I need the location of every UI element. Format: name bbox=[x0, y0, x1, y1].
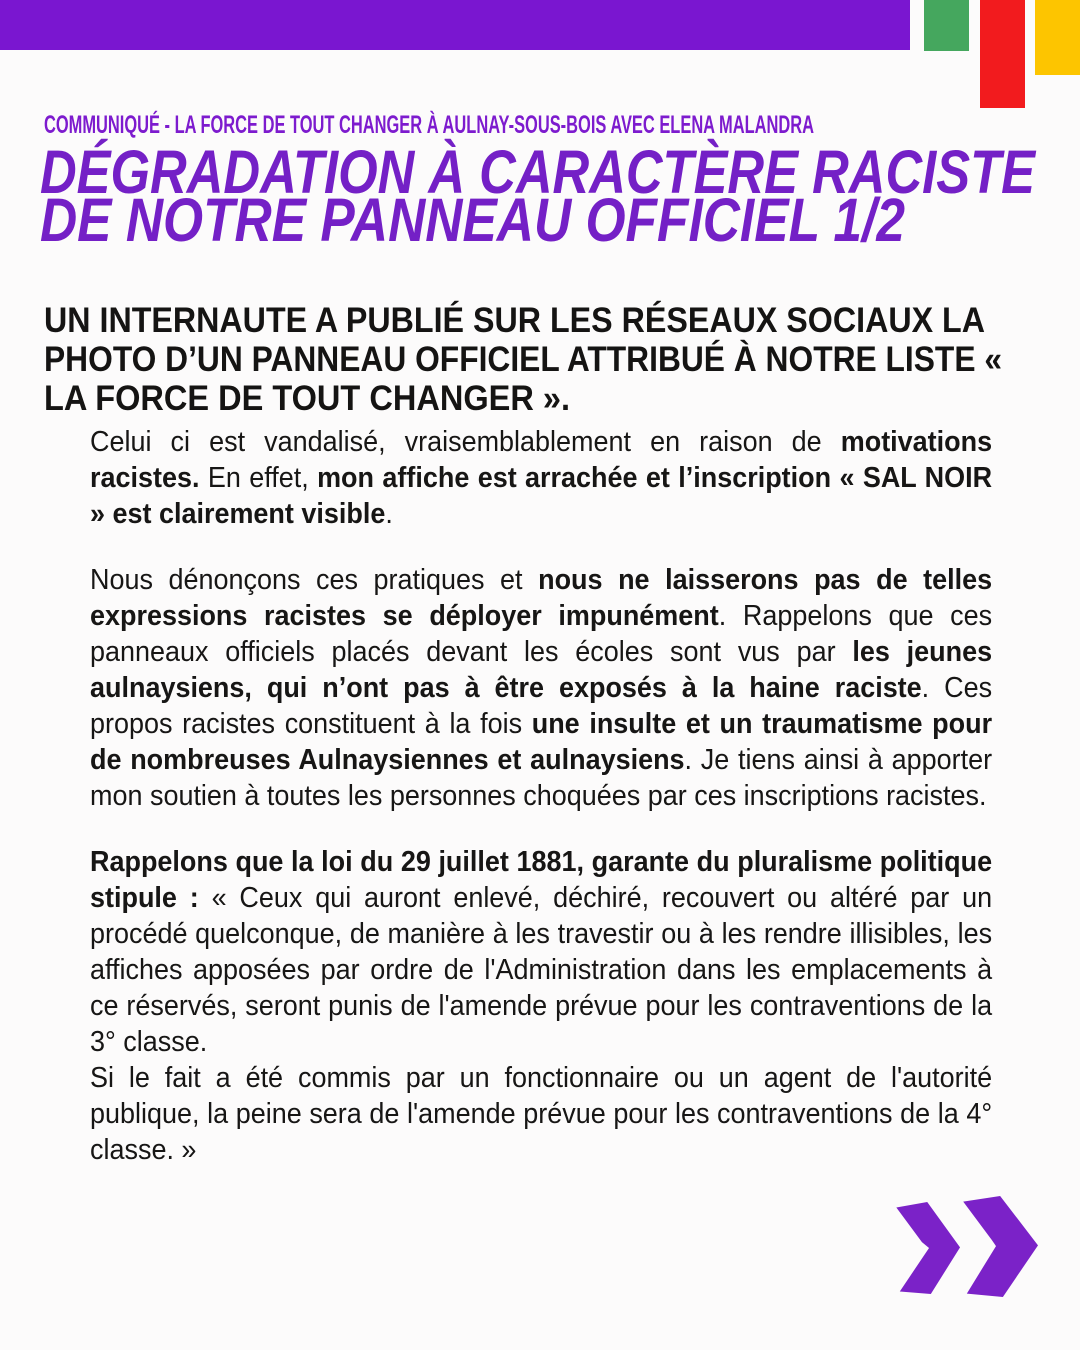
text-run: . bbox=[385, 498, 393, 530]
text-run: Nous dénonçons ces pratiques et bbox=[90, 564, 539, 596]
chevron-right-shape bbox=[963, 1195, 1039, 1297]
text-run: . Rappelons que ces panneaux officiels placés devant les écoles sont vus par bbox=[90, 600, 993, 668]
intro-line-1: UN INTERNAUTE A PUBLIÉ SUR LES RÉSEAUX SOCIAUX LA bbox=[44, 301, 985, 340]
paragraph bbox=[90, 562, 992, 814]
intro-line-2: PHOTO D’UN PANNEAU OFFICIEL ATTRIBUÉ À NOTRE LISTE « bbox=[44, 340, 1002, 379]
kicker-text: COMMUNIQUÉ - LA FORCE DE TOUT CHANGER À AULNAY-SOUS-BOIS AVEC ELENA MALANDRA bbox=[44, 111, 814, 139]
body-paragraphs bbox=[90, 424, 992, 1198]
page-title-line2: DE NOTRE PANNEAU OFFICIEL 1/2 bbox=[40, 186, 905, 254]
text-run: Celui ci est vandalisé, vraisemblablement en raison de bbox=[90, 426, 841, 458]
red-square bbox=[980, 0, 1025, 108]
intro-heading bbox=[44, 301, 1080, 418]
text-run: les jeunes aulnaysiens, qui n’ont pas à être exposés à la haine raciste bbox=[90, 636, 993, 704]
yellow-square bbox=[1035, 0, 1080, 75]
text-run: Rappelons que la loi du 29 juillet 1881, garante du pluralisme politique stipule : bbox=[90, 846, 993, 914]
kicker bbox=[44, 113, 1080, 138]
text-run: « Ceux qui auront enlevé, déchiré, recouvert ou altéré par un procédé quelconque, de manière à les travestir ou à les rendre illisibles, les affiches apposées par ordre de l'Administration dans les emplacements à ce réservés, seront punis de l'amende prévue pour les contraventions de la 3° classe. bbox=[90, 882, 993, 1058]
text-run: Si le fait a été commis par un fonctionnaire ou un agent de l'autorité publique, la peine sera de l'amende prévue pour les contraventions de la 4° classe. » bbox=[90, 1062, 993, 1166]
chevron-left-shape bbox=[896, 1201, 961, 1294]
intro-line-3: LA FORCE DE TOUT CHANGER ». bbox=[44, 379, 570, 418]
text-run: . Je tiens ainsi à apporter mon soutien à toutes les personnes choquées par ces inscriptions racistes. bbox=[90, 744, 993, 812]
text-run: mon affiche est arrachée et l’inscription « SAL NOIR » est clairement visible bbox=[90, 462, 993, 530]
text-run: nous ne laisserons pas de telles expressions racistes se déployer impunément bbox=[90, 564, 993, 632]
text-run: motivations racistes. bbox=[90, 426, 993, 494]
text-run: une insulte et un traumatisme pour de nombreuses Aulnaysiennes et aulnaysiens bbox=[90, 708, 993, 776]
green-square bbox=[924, 0, 969, 51]
page-title-line1: DÉGRADATION À CARACTÈRE RACISTE bbox=[40, 138, 1035, 206]
text-run: . Ces propos racistes constituent à la fois bbox=[90, 672, 993, 740]
paragraph bbox=[90, 424, 992, 532]
top-purple-bar bbox=[0, 0, 910, 50]
page-title bbox=[40, 138, 1080, 254]
text-run: En effet, bbox=[199, 462, 318, 494]
double-chevron-right-icon bbox=[892, 1194, 1042, 1300]
paragraph bbox=[90, 844, 992, 1168]
